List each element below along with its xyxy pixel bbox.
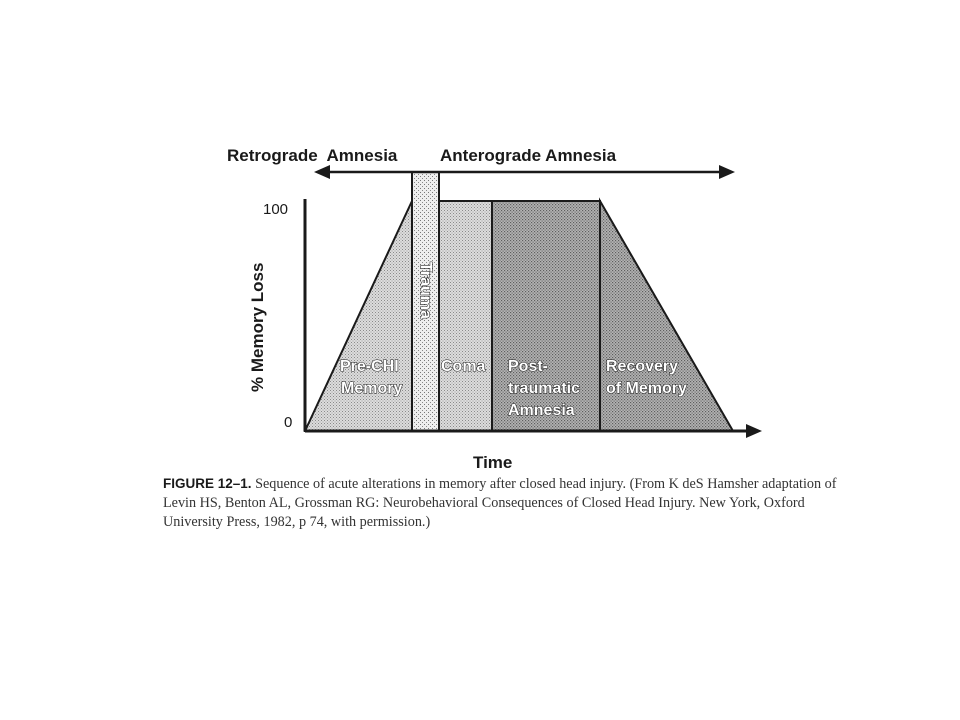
x-axis-label: Time [473, 453, 513, 472]
trauma-label: Trauma [417, 262, 434, 319]
post-traumatic-label-line2: traumatic [508, 380, 581, 397]
y-axis-label: % Memory Loss [248, 262, 267, 392]
figure-caption-text: Sequence of acute alterations in memory after closed head injury. (From K deS Hamsher adaptation of Levin HS, Benton AL, Grossman RG: Neurobehavioral Consequences of Closed Head Injury. New York, Oxford University Press, 1982, p 74, with permission.) [163, 476, 837, 530]
post-traumatic-label-line3: Amnesia [508, 402, 575, 419]
retrograde-label: Retrograde Amnesia [227, 146, 398, 165]
y-tick-100: 100 [263, 201, 289, 218]
coma-region [439, 201, 492, 431]
left-arrowhead [314, 165, 330, 179]
pre-chi-label-line2: Memory [341, 380, 403, 397]
post-traumatic-label-line1: Post- [508, 358, 548, 375]
right-arrowhead [719, 165, 735, 179]
y-tick-0: 0 [284, 414, 293, 431]
figure-caption-label: FIGURE 12–1. [163, 476, 252, 491]
x-axis-arrowhead [746, 424, 762, 438]
coma-label: Coma [441, 358, 486, 375]
recovery-label-line2: of Memory [606, 380, 687, 397]
recovery-label-line1: Recovery [606, 358, 679, 375]
anterograde-label: Anterograde Amnesia [440, 146, 617, 165]
pre-chi-label-line1: Pre-CHI [340, 358, 399, 375]
figure-caption [163, 474, 843, 532]
